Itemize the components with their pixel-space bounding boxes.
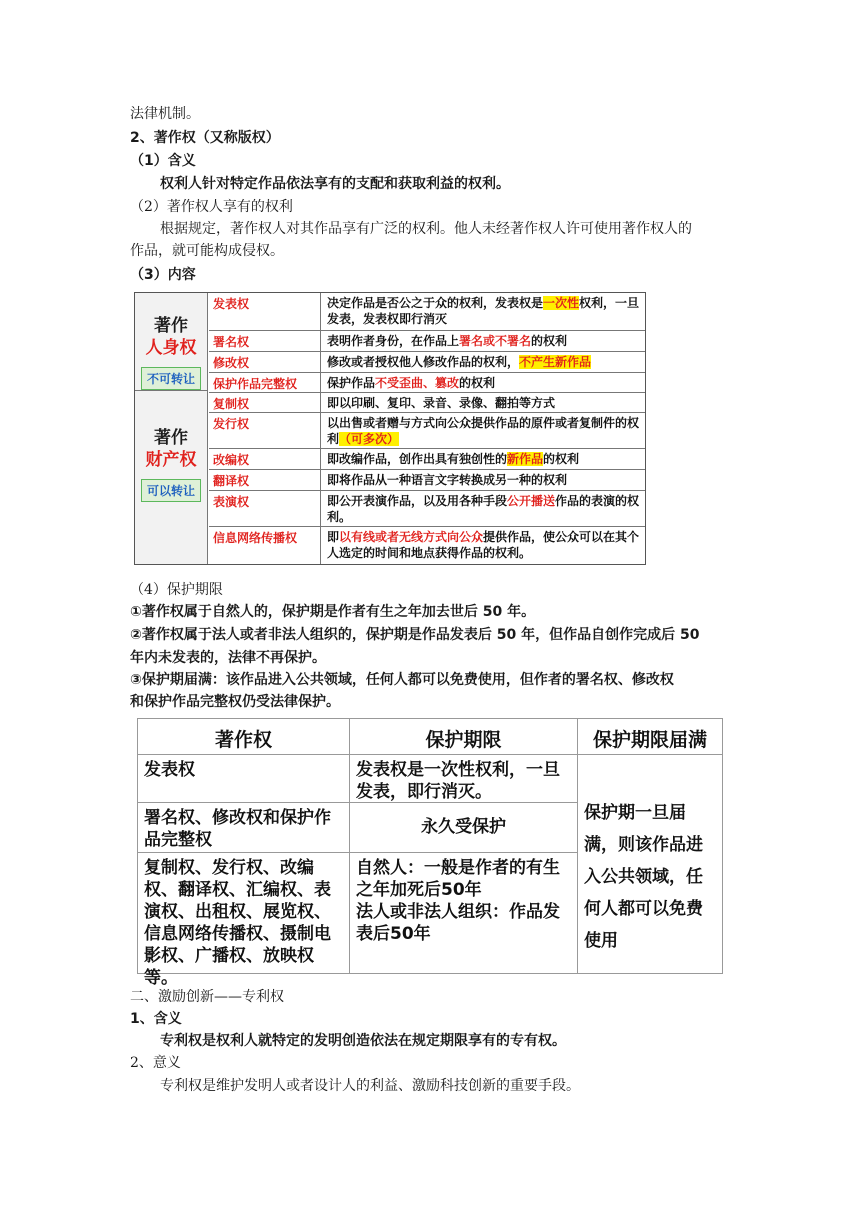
group-title: 财产权 — [145, 450, 197, 470]
right-description: 修改或者授权他人修改作品的权利，不产生新作品 — [327, 355, 592, 369]
paragraph-line: 和保护作品完整权仍受法律保护。 — [130, 694, 340, 710]
section-heading: 二、激励创新——专利权 — [130, 989, 284, 1005]
term-legal-person: 法人或非法人组织：作品发表后50年 — [356, 902, 560, 944]
definition-text: 专利权是权利人就特定的发明创造依法在规定期限享有的专有权。 — [160, 1033, 566, 1049]
header-cell: 著作权 — [138, 719, 350, 755]
badge-non-transferable: 不可转让 — [141, 367, 201, 390]
header-cell: 保护期限届满 — [578, 719, 722, 755]
right-description: 即公开表演作品，以及用各种手段公开播送作品的表演的权利。 — [327, 494, 640, 524]
table-cell: 永久受保护 — [350, 803, 578, 853]
right-name: 复制权 — [209, 393, 321, 412]
sub-heading: （3）内容 — [130, 267, 196, 283]
group-title: 人身权 — [145, 338, 197, 358]
header-cell: 保护期限 — [350, 719, 578, 755]
table-row — [209, 293, 645, 331]
table-cell: 复制权、发行权、改编权、翻译权、汇编权、表演权、出租权、展览权、信息网络传播权、摄制电影权、广播权、放映权等。 — [138, 853, 350, 973]
copyright-content-table — [134, 292, 646, 565]
sub-heading: （4）保护期限 — [130, 582, 223, 598]
table-row — [209, 331, 645, 352]
paragraph-line: 年内未发表的，法律不再保护。 — [130, 650, 326, 666]
group-title: 著作 — [154, 428, 188, 448]
sub-heading: 2、意义 — [130, 1055, 181, 1071]
right-description: 保护作品不受歪曲、篡改的权利 — [327, 376, 496, 390]
expiry-cell: 保护期一旦届满，则该作品进入公共领域，任何人都可以免费使用 — [584, 803, 703, 951]
right-description: 即以印刷、复印、录音、录像、翻拍等方式 — [327, 396, 556, 410]
paragraph-line: ②著作权属于法人或者非法人组织的，保护期是作品发表后 50 年，但作品自创作完成后 50 — [130, 627, 700, 643]
table-row — [209, 352, 645, 373]
table-row — [209, 527, 645, 564]
right-description: 即改编作品，创作出具有独创性的新作品的权利 — [327, 452, 580, 466]
right-name: 翻译权 — [209, 470, 321, 490]
personal-rights-group — [135, 293, 207, 391]
right-name: 署名权 — [209, 331, 321, 351]
badge-transferable: 可以转让 — [141, 479, 201, 502]
text-line: 法律机制。 — [130, 106, 200, 122]
term-natural-person: 自然人：一般是作者的有生之年加死后50年 — [356, 858, 560, 900]
table-cell: 发表权是一次性权利，一旦发表，即行消灭。 — [350, 755, 578, 803]
section-heading: 2、著作权（又称版权） — [130, 130, 280, 146]
right-description: 即将作品从一种语言文字转换成另一种的权利 — [327, 473, 568, 487]
table-cell: 发表权 — [138, 755, 350, 803]
right-description: 表明作者身份，在作品上署名或不署名的权利 — [327, 334, 568, 348]
group-title: 著作 — [154, 316, 188, 336]
sub-heading: （2）著作权人享有的权利 — [130, 199, 293, 215]
sub-heading: 1、含义 — [130, 1011, 182, 1027]
paragraph-line: 专利权是维护发明人或者设计人的利益、激励科技创新的重要手段。 — [160, 1078, 580, 1094]
right-name: 改编权 — [209, 449, 321, 469]
table-cell — [350, 853, 578, 973]
table-row — [209, 449, 645, 470]
right-name: 信息网络传播权 — [209, 527, 321, 564]
table-row — [209, 470, 645, 491]
right-name: 表演权 — [209, 491, 321, 526]
definition-text: 权利人针对特定作品依法享有的支配和获取利益的权利。 — [160, 176, 510, 192]
paragraph-line: 作品，就可能构成侵权。 — [130, 243, 284, 259]
table-row — [209, 373, 645, 393]
right-name: 修改权 — [209, 352, 321, 372]
paragraph-line: ①著作权属于自然人的，保护期是作者有生之年加去世后 50 年。 — [130, 604, 536, 620]
right-name: 发行权 — [209, 413, 321, 448]
sub-heading: （1）含义 — [130, 153, 196, 169]
paragraph-line: 根据规定，著作权人对其作品享有广泛的权利。他人未经著作权人许可使用著作权人的 — [160, 221, 692, 237]
table-cell: 署名权、修改权和保护作品完整权 — [138, 803, 350, 853]
protection-term-table — [137, 718, 723, 988]
right-name: 发表权 — [209, 293, 321, 330]
right-description: 即以有线或者无线方式向公众提供作品，使公众可以在其个人选定的时间和地点获得作品的权利。 — [327, 530, 640, 560]
table-row — [209, 491, 645, 527]
paragraph-line: ③保护期届满：该作品进入公共领域，任何人都可以免费使用，但作者的署名权、修改权 — [130, 672, 674, 688]
property-rights-group — [135, 391, 207, 564]
right-name: 保护作品完整权 — [209, 373, 321, 392]
table-row — [209, 393, 645, 413]
right-description: 决定作品是否公之于众的权利，发表权是一次性权利，一旦发表，发表权即行消灭 — [327, 296, 640, 326]
table-row — [209, 413, 645, 449]
right-description: 以出售或者赠与方式向公众提供作品的原件或者复制件的权利（可多次） — [327, 416, 640, 446]
